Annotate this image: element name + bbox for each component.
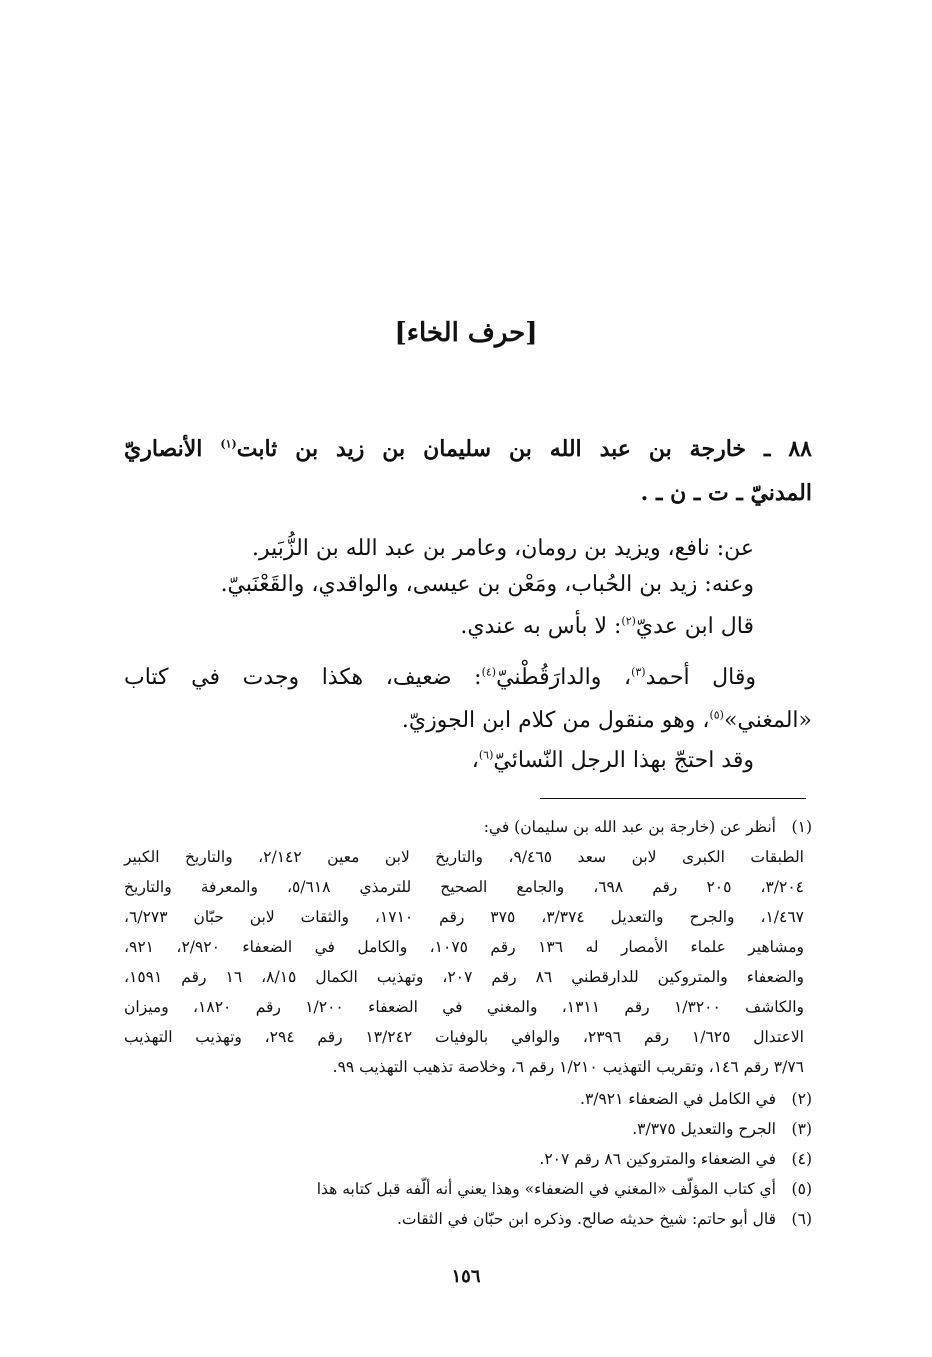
footnote-1-line: ومشاهير علماء الأمصار له ١٣٦ رقم ١٠٧٥، والكامل في الضعفاء ٢/٩٢٠، ٩٢١، <box>124 938 804 956</box>
entry-heading-text: ٨٨ ـ خارجة بن عبد الله بن سليمان بن زيد بن ثابت <box>236 436 812 462</box>
footnote-1-line: الاعتدال ١/٦٢٥ رقم ٢٣٩٦، والوافي بالوفيات ١٣/٢٤٢ رقم ٢٩٤، وتهذيب التهذيب <box>124 1028 804 1046</box>
footnote-3 <box>632 1120 812 1138</box>
daif-text: : ضعيف، هكذا وجدت في كتاب <box>124 665 482 690</box>
narrated-by-line: وعنه: زيد بن الحُباب، ومَعْن بن عيسى، والواقدي، والقَعْنَبيّ. <box>220 572 754 597</box>
mughni-text: ، وهو منقول من كلام ابن الجوزيّ. <box>401 708 710 733</box>
entry-heading-line-2: المدنيّ ـ ت ـ ن ـ . <box>640 480 812 506</box>
mughni-title: «المغني» <box>723 708 812 733</box>
ibn-adi-quote: : لا بأس به عندي. <box>460 614 622 639</box>
footnote-ref-2[interactable]: (٢) <box>621 614 636 628</box>
ibn-adi-line <box>460 614 754 639</box>
footnote-separator <box>540 798 806 799</box>
footnote-1-line: الطبقات الكبرى لابن سعد ٩/٤٦٥، والتاريخ لابن معين ٢/١٤٢، والتاريخ الكبير <box>124 848 804 866</box>
ibn-adi-text: قال ابن عديّ <box>635 614 754 639</box>
nasai-text: وقد احتجّ بهذا الرجل النّسائيّ <box>493 748 754 773</box>
footnote-6 <box>397 1210 812 1228</box>
footnote-ref-4[interactable]: (٤) <box>481 665 497 679</box>
footnote-1-line: والكاشف ١/٣٢٠٠ رقم ١٣١١، والمغني في الضعفاء ١/٢٠٠ رقم ١٨٢٠، وميزان <box>124 998 804 1016</box>
nasai-line <box>472 748 754 773</box>
footnote-2 <box>580 1090 812 1108</box>
footnote-3-text: الجرح والتعديل ٣/٣٧٥. <box>632 1120 776 1138</box>
footnote-ref-5[interactable]: (٥) <box>709 708 724 722</box>
narrated-from-line: عن: نافع، ويزيد بن رومان، وعامر بن عبد الله بن الزُّبَير. <box>252 536 754 561</box>
footnote-4-text: في الضعفاء والمتروكين ٨٦ رقم ٢٠٧. <box>539 1150 776 1168</box>
ahmad-line <box>124 665 756 690</box>
footnote-3-number: (٣) <box>791 1120 812 1138</box>
footnote-ref-6[interactable]: (٦) <box>478 748 494 762</box>
footnote-1-number: (١) <box>791 818 812 836</box>
footnote-1-line: والضعفاء والمتروكين للدارقطني ٨٦ رقم ٢٠٧، وتهذيب الكمال ٨/١٥، ١٦ رقم ١٥٩١، <box>124 968 804 986</box>
footnote-1-line: ٣/٧٦ رقم ١٤٦، وتقريب التهذيب ١/٢١٠ رقم ٦، وخلاصة تذهيب التهذيب ٩٩. <box>332 1058 804 1076</box>
footnote-2-number: (٢) <box>791 1090 812 1108</box>
entry-heading-nisba: الأنصاريّ <box>124 436 221 462</box>
nasai-comma: ، <box>471 748 479 773</box>
ahmad-text: وقال أحمد <box>645 665 756 690</box>
mughni-line <box>402 708 812 733</box>
footnote-1-first-line <box>484 818 812 836</box>
footnote-4 <box>539 1150 812 1168</box>
footnote-5-text: أي كتاب المؤلّف «المغني في الضعفاء» وهذا يعني أنه ألّفه قبل كتابه هذا <box>316 1180 776 1198</box>
footnote-4-number: (٤) <box>791 1150 812 1168</box>
entry-heading-line-1 <box>124 436 812 462</box>
footnote-6-number: (٦) <box>791 1210 812 1228</box>
footnote-5-number: (٥) <box>791 1180 812 1198</box>
page-number: ١٥٦ <box>451 1266 481 1287</box>
footnote-5 <box>317 1180 812 1198</box>
daraqutni-text: ، والدارَقُطْنيّ <box>496 665 632 690</box>
footnote-ref-3[interactable]: (٣) <box>631 665 646 679</box>
footnote-1-intro: أنظر عن (خارجة بن عبد الله بن سليمان) في: <box>483 818 776 836</box>
chapter-title: [حرف الخاء] <box>394 318 538 348</box>
footnote-6-text: قال أبو حاتم: شيخ حديثه صالح. وذكره ابن حبّان في الثقات. <box>396 1210 776 1228</box>
footnote-ref-1[interactable]: (١) <box>220 437 237 451</box>
footnote-1-line: ٣/٢٠٤، ٢٠٥ رقم ٦٩٨، والجامع الصحيح للترمذي ٥/٦١٨، والمعرفة والتاريخ <box>124 878 804 896</box>
footnote-2-text: في الكامل في الضعفاء ٣/٩٢١. <box>580 1090 776 1108</box>
footnote-1-line: ١/٤٦٧، والجرح والتعديل ٣/٣٧٤، ٣٧٥ رقم ١٧١٠، والثقات لابن حبّان ٦/٢٧٣، <box>124 908 804 926</box>
